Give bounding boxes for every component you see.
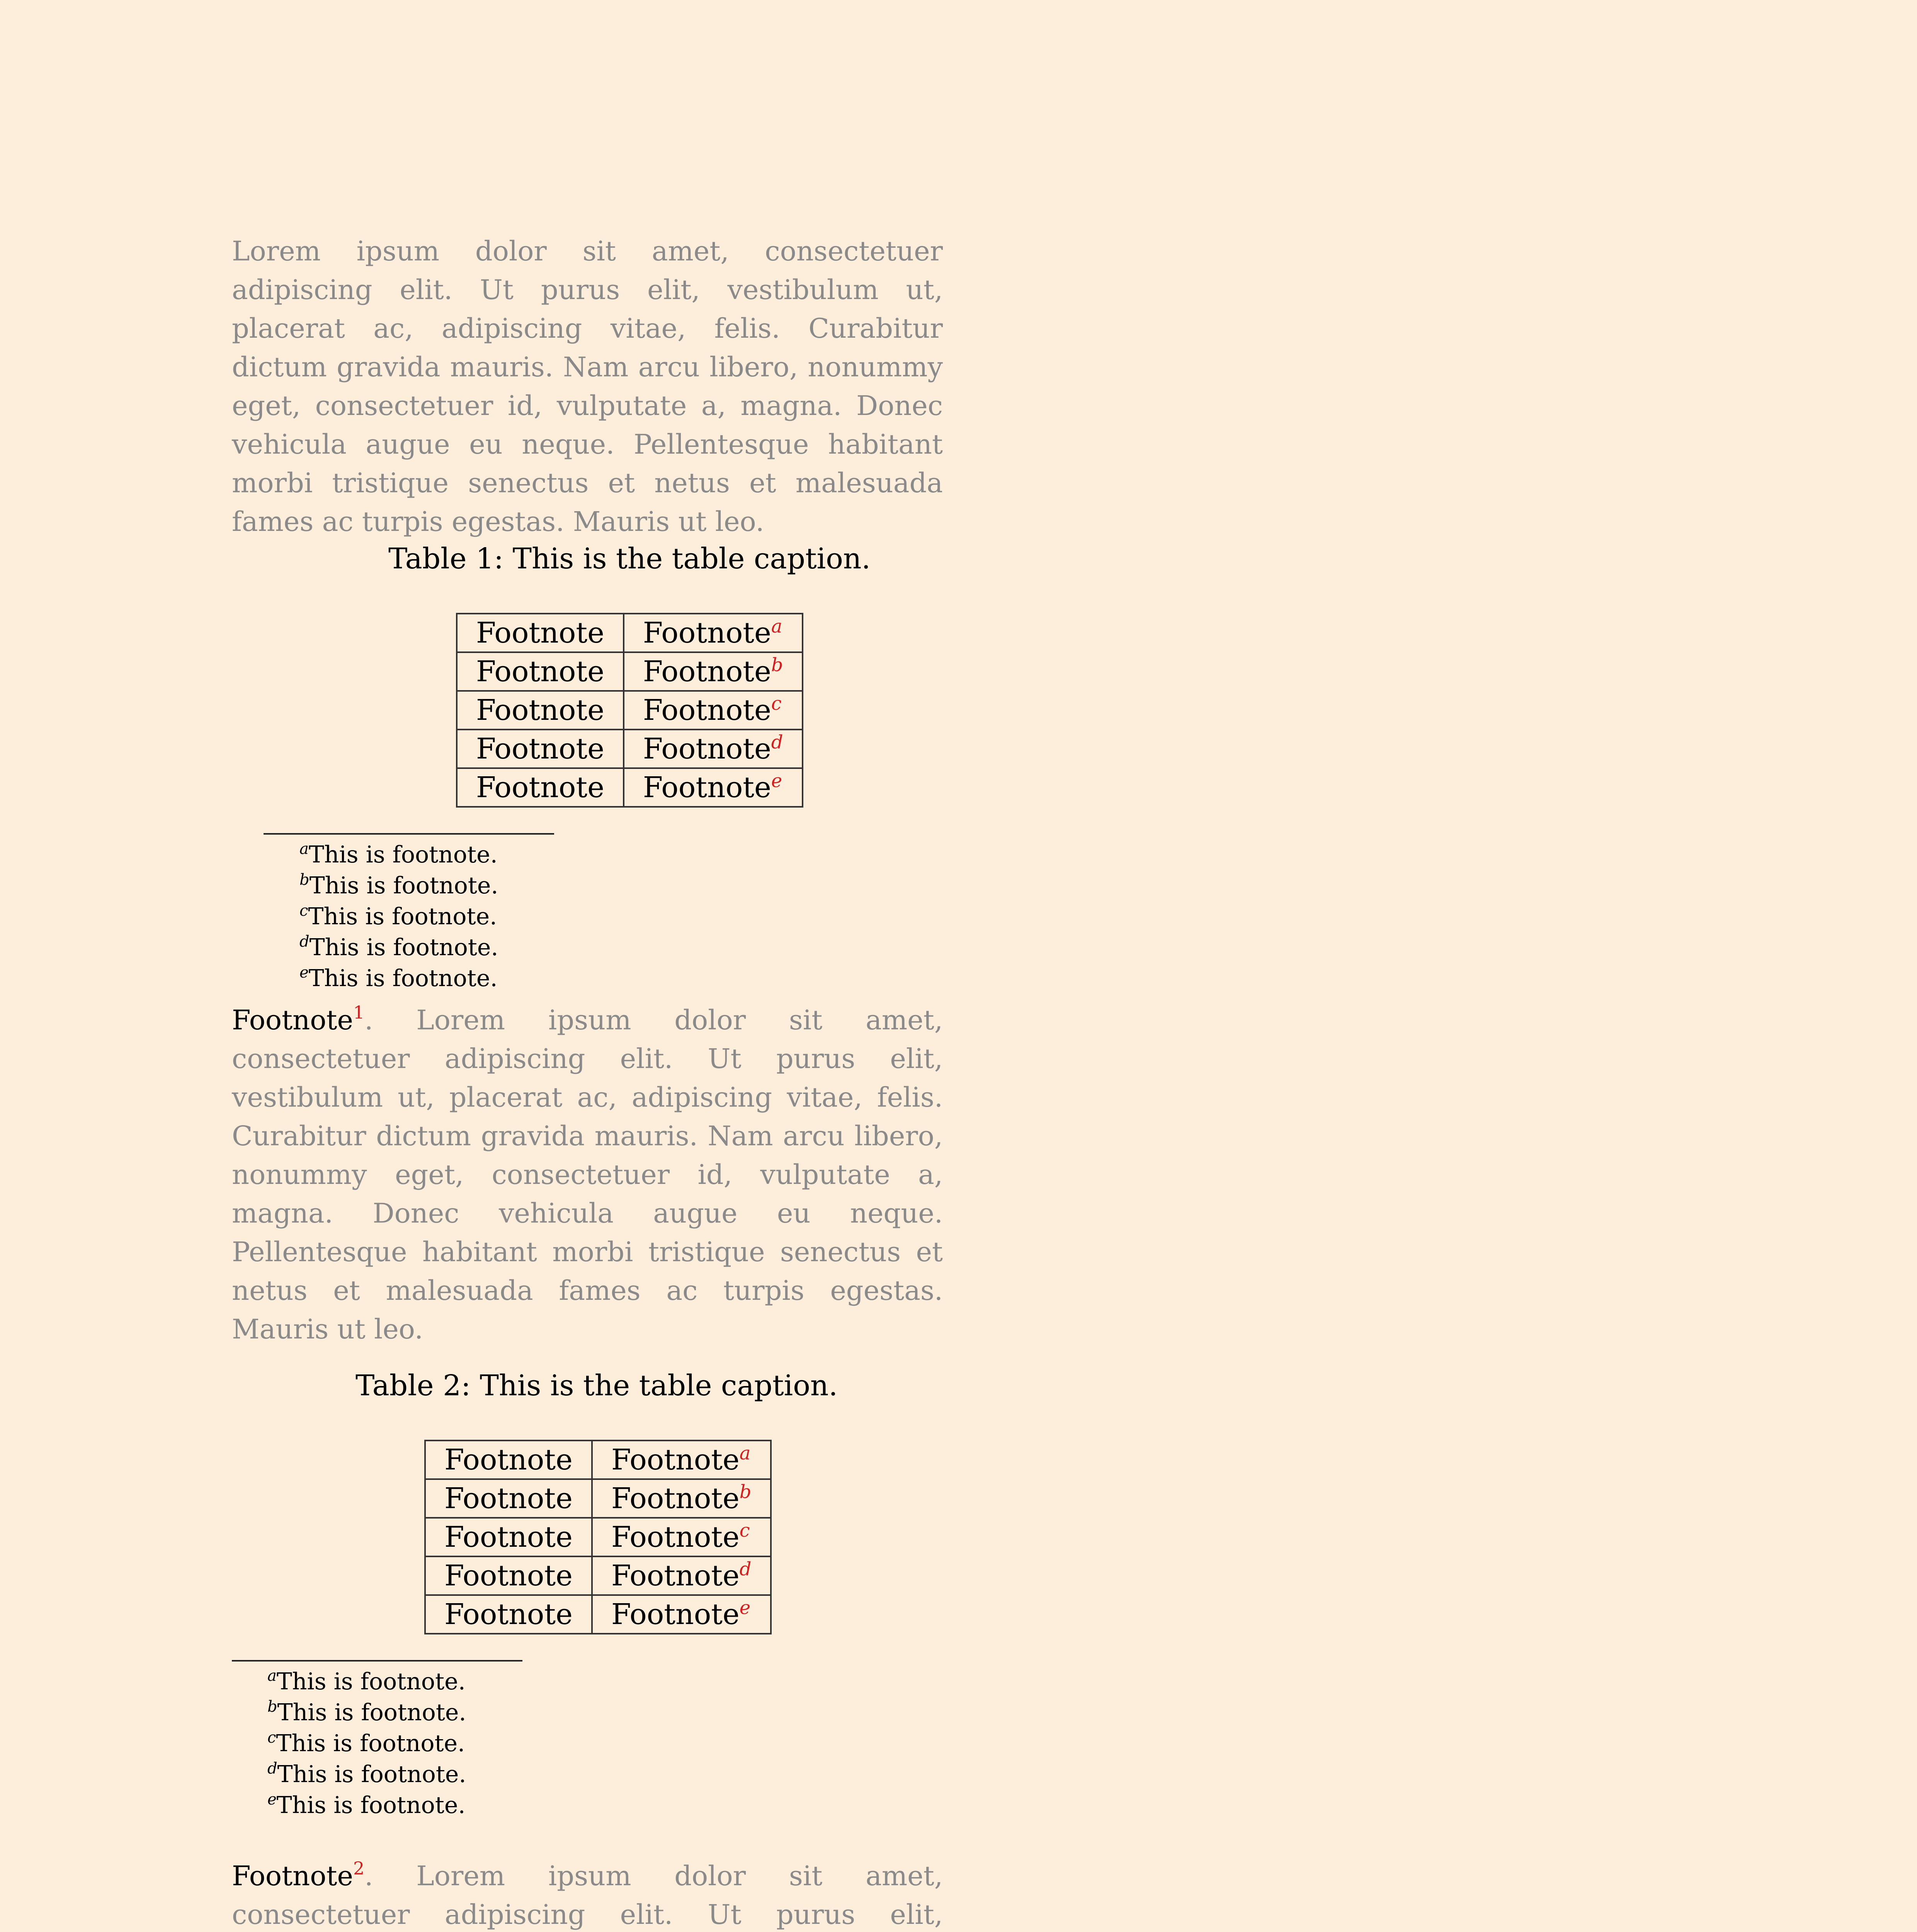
footnote-item: [299, 839, 498, 870]
cell-text: Footnote: [643, 694, 771, 727]
footnote-item: [299, 963, 498, 994]
paragraph-text: . Lorem ipsum dolor sit amet, consectetuer adipiscing elit. Ut purus elit,: [232, 1860, 943, 1930]
footnote-ref[interactable]: e: [771, 770, 782, 792]
footnote-text: This is footnote.: [276, 1668, 466, 1695]
table-cell: Footnote: [425, 1518, 592, 1556]
table-cell: Footnote: [425, 1440, 592, 1479]
footnote-item: [267, 1790, 466, 1821]
table-2-caption: Table 2: This is the table caption.: [356, 1369, 838, 1402]
table-cell: Footnote: [457, 652, 624, 691]
footnote-item: [267, 1697, 466, 1728]
footnote-text: This is footnote.: [309, 872, 498, 899]
table-row: [457, 652, 803, 691]
cell-text: Footnote: [611, 1559, 740, 1592]
table-row: [457, 768, 803, 807]
table-cell: [624, 652, 803, 691]
cell-text: Footnote: [643, 771, 771, 804]
cell-text: Footnote: [643, 616, 771, 650]
footnote-mark: a: [267, 1667, 277, 1685]
table-row: [457, 614, 803, 652]
footnote-text: This is footnote.: [276, 1730, 465, 1757]
table-cell: [624, 768, 803, 807]
footnote-ref[interactable]: d: [739, 1558, 752, 1580]
footnote-mark: d: [267, 1760, 277, 1777]
footnote-mark: d: [299, 933, 310, 951]
footnote-mark: c: [299, 902, 308, 920]
footnote-item: [299, 932, 498, 963]
table-row: [425, 1518, 771, 1556]
footnote-mark: b: [299, 871, 310, 889]
footnote-mark: a: [299, 840, 309, 858]
footnote-mark: e: [267, 1791, 277, 1808]
table-row: [425, 1440, 771, 1479]
paragraph-text: . Lorem ipsum dolor sit amet, consectetuer adipiscing elit. Ut purus elit, vestibulum ut, placerat ac, adipiscing vitae, felis. Curabitur dictum gravida mauris. Nam arcu libero, nonummy eget, consectetuer id, vulputate a, magna. Donec vehicula augue eu neque. Pellentesque habitant morbi tristique senectus et netus et malesuada fames ac turpis egestas. Mauris ut leo.: [232, 1004, 943, 1345]
table-row: [425, 1556, 771, 1595]
footnote-item: [299, 901, 498, 932]
footnote-item: [267, 1728, 466, 1759]
table-cell: Footnote: [425, 1479, 592, 1518]
table-cell: [624, 614, 803, 652]
cell-text: Footnote: [611, 1482, 740, 1515]
footnote-text: This is footnote.: [276, 1792, 466, 1819]
table-1-footnotes: [299, 839, 498, 994]
body-paragraph-1: Lorem ipsum dolor sit amet, consectetuer adipiscing elit. Ut purus elit, vestibulum ut, placerat ac, adipiscing vitae, felis. Curabitur dictum gravida mauris. Nam arcu libero, nonummy eget, consectetuer id, vulputate a, magna. Donec vehicula augue eu neque. Pellentesque habitant morbi tristique senectus et netus et malesuada fames ac turpis egestas. Mauris ut leo.: [232, 235, 943, 537]
footnote-text: This is footnote.: [308, 965, 498, 992]
table-row: [457, 730, 803, 768]
footnote-item: [299, 870, 498, 901]
table-1-footnote-rule: [264, 833, 554, 835]
table-row: [425, 1595, 771, 1634]
footnote-item: [267, 1759, 466, 1790]
table-cell: Footnote: [457, 614, 624, 652]
table-row: [457, 691, 803, 730]
footnote-ref[interactable]: c: [771, 693, 782, 714]
cell-text: Footnote: [611, 1443, 740, 1476]
table-cell: Footnote: [425, 1556, 592, 1595]
table-1: [456, 613, 803, 808]
footnote-text: This is footnote.: [309, 934, 498, 961]
footnote-ref[interactable]: 2: [353, 1858, 365, 1879]
cell-text: Footnote: [611, 1520, 740, 1554]
footnote-ref[interactable]: c: [739, 1520, 750, 1541]
table-row: [425, 1479, 771, 1518]
cell-text: Footnote: [611, 1598, 740, 1631]
table-1-caption: Table 1: This is the table caption.: [388, 542, 871, 575]
footnote-mark: c: [267, 1729, 276, 1747]
paragraph-lead: Footnote: [232, 1004, 353, 1036]
cell-text: Footnote: [643, 732, 771, 765]
table-cell: Footnote: [457, 730, 624, 768]
table-cell: [624, 691, 803, 730]
table-cell: [592, 1518, 771, 1556]
table-2: [424, 1440, 772, 1634]
footnote-item: [267, 1666, 466, 1697]
footnote-ref[interactable]: a: [739, 1442, 751, 1464]
body-paragraph-2: [232, 1001, 943, 1349]
footnote-text: This is footnote.: [277, 1761, 466, 1788]
footnote-ref[interactable]: b: [739, 1481, 752, 1503]
table-cell: Footnote: [457, 691, 624, 730]
footnote-ref[interactable]: d: [771, 731, 783, 753]
footnote-ref[interactable]: b: [771, 654, 783, 676]
cell-text: Footnote: [643, 655, 771, 688]
footnote-ref[interactable]: e: [739, 1597, 751, 1619]
body-paragraph-3: [232, 1857, 943, 1932]
footnote-text: This is footnote.: [308, 903, 497, 930]
table-cell: [592, 1595, 771, 1634]
table-cell: Footnote: [425, 1595, 592, 1634]
table-2-footnotes: [267, 1666, 466, 1821]
table-cell: [592, 1440, 771, 1479]
footnote-ref[interactable]: a: [771, 616, 782, 637]
footnote-ref[interactable]: 1: [353, 1002, 365, 1023]
table-cell: [592, 1479, 771, 1518]
table-cell: [592, 1556, 771, 1595]
table-cell: [624, 730, 803, 768]
footnote-text: This is footnote.: [277, 1699, 466, 1726]
paragraph-lead: Footnote: [232, 1860, 353, 1892]
footnote-mark: b: [267, 1698, 277, 1716]
table-cell: Footnote: [457, 768, 624, 807]
footnote-mark: e: [299, 964, 309, 981]
footnote-text: This is footnote.: [308, 841, 498, 868]
table-2-footnote-rule: [232, 1660, 522, 1662]
